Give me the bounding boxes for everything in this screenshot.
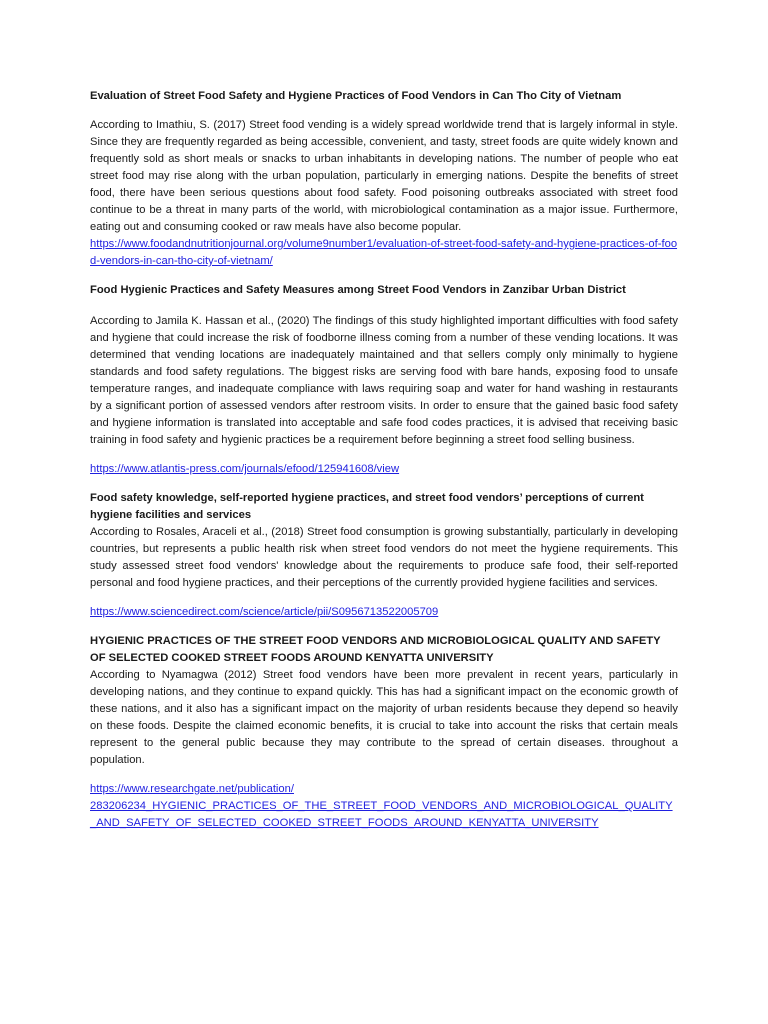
spacer	[90, 270, 678, 282]
section-body: According to Nyamagwa (2012) Street food vendors have been more prevalent in recent years, particularly in developing nations, and they continue to expand quickly. This has had a significant impact on the economic growth of these nations, and it also has a significant impact on the majority of urban residents because they depend so heavily on these foods. Despite the claimed economic benefits, it is crucial to take into account the risks that certain meals represent to the general public because they may contribute to the spread of certain diseases. throughout a population.	[90, 669, 678, 766]
spacer	[90, 105, 678, 117]
section-heading: HYGIENIC PRACTICES OF THE STREET FOOD VENDORS AND MICROBIOLOGICAL QUALITY AND SAFETY OF SELECTED COOKED STREET FOODS AROUND KENYATTA UNIVERSITY	[90, 635, 661, 664]
spacer	[90, 449, 678, 461]
spacer	[90, 299, 678, 313]
reference-link-continued[interactable]: 283206234_HYGIENIC_PRACTICES_OF_THE_STREET_FOOD_VENDORS_AND_MICROBIOLOGICAL_QUALITY_AND_SAFETY_OF_SELECTED_COOKED_STREET_FOODS_AROUND_KENYATTA_UNIVERSITY	[90, 800, 673, 829]
reference-link[interactable]: https://www.foodandnutritionjournal.org/volume9number1/evaluation-of-street-food-safety-and-hygiene-practices-of-food-vendors-in-can-tho-city-of-vietnam/	[90, 238, 678, 267]
section-heading: Food safety knowledge, self-reported hygiene practices, and street food vendors’ perceptions of current hygiene facilities and services	[90, 492, 644, 521]
section-heading: Food Hygienic Practices and Safety Measures among Street Food Vendors in Zanzibar Urban District	[90, 284, 626, 296]
document-page	[90, 88, 678, 832]
reference-link[interactable]: https://www.sciencedirect.com/science/article/pii/S0956713522005709	[90, 606, 439, 618]
spacer	[90, 769, 678, 781]
reference-link[interactable]: https://www.researchgate.net/publication/	[90, 783, 294, 795]
spacer	[90, 621, 678, 633]
section-heading: Evaluation of Street Food Safety and Hygiene Practices of Food Vendors in Can Tho City of Vietnam	[90, 90, 622, 102]
spacer	[90, 478, 678, 490]
reference-link[interactable]: https://www.atlantis-press.com/journals/efood/125941608/view	[90, 463, 400, 475]
section-body: According to Imathiu, S. (2017) Street food vending is a widely spread worldwide trend that is largely informal in style. Since they are frequently regarded as being accessible, convenient, and tasty, street foods are quite widely known and frequently sold as short meals or snacks to urban inhabitants in developing nations. The number of people who eat street food may rise along with the urban population, particularly in emerging nations. Despite the benefits of street food, there have been serious questions about food safety. Food poisoning outbreaks associated with street food continue to be a threat in many parts of the world, with microbiological contamination as a major issue. Furthermore, eating out and consuming cooked or raw meals have also become popular.	[90, 119, 678, 233]
section-body: According to Rosales, Araceli et al., (2018) Street food consumption is growing substantially, particularly in developing countries, but represents a public health risk when street food vendors do not meet the hygiene requirements. This study assessed street food vendors' knowledge about the requirements to produce safe food, their self-reported personal and food hygiene practices, and their perceptions of the currently provided hygiene facilities and services.	[90, 526, 678, 589]
section-body: According to Jamila K. Hassan et al., (2020) The findings of this study highlighted important difficulties with food safety and hygiene that could increase the risk of foodborne illness coming from a number of these vending locations. It was determined that vending locations are inadequately maintained and that sellers comply only minimally to hygiene standards and food safety regulations. The biggest risks are serving food with bare hands, exposing food to unsafe temperature ranges, and inadequate compliance with laws requiring soap and water for hand washing in restaurants by a significant portion of assessed vendors after restroom visits. In order to ensure that the gained basic food safety and hygiene information is translated into acceptable and safe food codes practices, it is advised that receiving basic training in food safety and hygienic practices be a requirement before beginning a street food selling business.	[90, 315, 678, 446]
spacer	[90, 592, 678, 604]
